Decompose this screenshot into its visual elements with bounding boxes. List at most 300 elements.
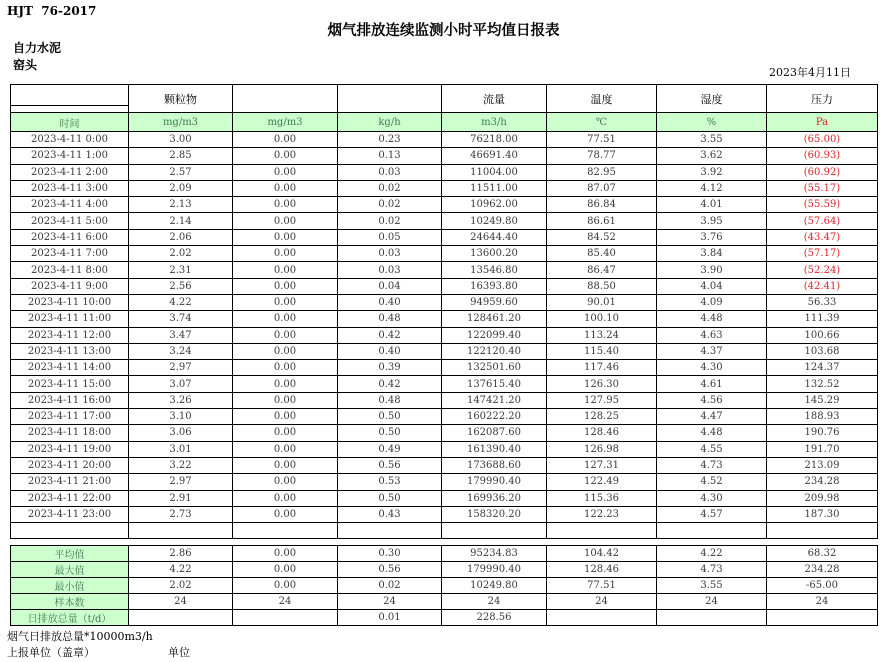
value-cell: (52.24) xyxy=(767,262,878,278)
value-cell: 2.09 xyxy=(129,180,233,196)
group-header-cell: 湿度 xyxy=(657,85,767,113)
value-cell: 4.04 xyxy=(657,278,767,294)
value-cell: 128461.20 xyxy=(442,311,547,327)
value-cell: 115.40 xyxy=(547,343,657,359)
value-cell: 0.00 xyxy=(233,246,338,262)
time-cell: 2023-4-11 9:00 xyxy=(11,278,129,294)
value-cell: 10249.80 xyxy=(442,213,547,229)
summary-value-cell: 4.22 xyxy=(657,546,767,562)
table-row xyxy=(11,490,878,506)
hourly-rows xyxy=(11,132,878,539)
value-cell: 13546.80 xyxy=(442,262,547,278)
time-cell: 2023-4-11 11:00 xyxy=(11,311,129,327)
value-cell: 2.73 xyxy=(129,506,233,522)
summary-value-cell: 24 xyxy=(767,594,878,610)
unit-cell: ℃ xyxy=(547,113,657,132)
value-cell: 2.91 xyxy=(129,490,233,506)
value-cell: 88.50 xyxy=(547,278,657,294)
value-cell: 0.00 xyxy=(233,490,338,506)
summary-value-cell: 24 xyxy=(233,594,338,610)
table-row xyxy=(11,392,878,408)
value-cell: 4.09 xyxy=(657,294,767,310)
value-cell: 4.12 xyxy=(657,180,767,196)
table-row xyxy=(11,213,878,229)
value-cell: 4.48 xyxy=(657,311,767,327)
summary-label-cell: 样本数 xyxy=(11,594,129,610)
time-cell: 2023-4-11 16:00 xyxy=(11,392,129,408)
value-cell: 0.43 xyxy=(338,506,442,522)
summary-value-cell: 0.01 xyxy=(338,610,442,626)
value-cell: 4.73 xyxy=(657,457,767,473)
value-cell: 3.92 xyxy=(657,164,767,180)
summary-row xyxy=(11,562,878,578)
value-cell: 0.00 xyxy=(233,180,338,196)
summary-value-cell: 24 xyxy=(442,594,547,610)
value-cell: 3.00 xyxy=(129,132,233,148)
value-cell: 0.04 xyxy=(338,278,442,294)
value-cell: 0.42 xyxy=(338,376,442,392)
summary-value-cell: 95234.83 xyxy=(442,546,547,562)
time-cell: 2023-4-11 10:00 xyxy=(11,294,129,310)
value-cell: 0.50 xyxy=(338,425,442,441)
value-cell: 147421.20 xyxy=(442,392,547,408)
company-name: 自力水泥 xyxy=(13,41,62,55)
value-cell: 0.48 xyxy=(338,311,442,327)
value-cell: (55.17) xyxy=(767,180,878,196)
value-cell: 187.30 xyxy=(767,506,878,522)
value-cell: 0.00 xyxy=(233,474,338,490)
summary-value-cell: 3.55 xyxy=(657,578,767,594)
table-row xyxy=(11,262,878,278)
value-cell: 4.48 xyxy=(657,425,767,441)
value-cell: 0.00 xyxy=(233,441,338,457)
value-cell: 16393.80 xyxy=(442,278,547,294)
value-cell: (65.00) xyxy=(767,132,878,148)
value-cell: 90.01 xyxy=(547,294,657,310)
value-cell: 128.25 xyxy=(547,409,657,425)
value-cell: 0.50 xyxy=(338,409,442,425)
time-cell: 2023-4-11 23:00 xyxy=(11,506,129,522)
value-cell: 100.10 xyxy=(547,311,657,327)
table-row xyxy=(11,229,878,245)
summary-row xyxy=(11,546,878,562)
value-cell: 0.39 xyxy=(338,360,442,376)
blank-cell xyxy=(657,523,767,539)
time-cell: 2023-4-11 17:00 xyxy=(11,409,129,425)
value-cell: 11004.00 xyxy=(442,164,547,180)
summary-value-cell: 2.86 xyxy=(129,546,233,562)
value-cell: 0.00 xyxy=(233,229,338,245)
summary-value-cell: 24 xyxy=(338,594,442,610)
table-row xyxy=(11,278,878,294)
table-row xyxy=(11,360,878,376)
value-cell: 0.00 xyxy=(233,311,338,327)
value-cell: 122.49 xyxy=(547,474,657,490)
time-cell: 2023-4-11 21:00 xyxy=(11,474,129,490)
value-cell: 2.02 xyxy=(129,246,233,262)
summary-table xyxy=(10,545,878,626)
value-cell: 188.93 xyxy=(767,409,878,425)
value-cell: 128.46 xyxy=(547,425,657,441)
time-cell: 2023-4-11 14:00 xyxy=(11,360,129,376)
value-cell: 162087.60 xyxy=(442,425,547,441)
total-emission-note: 烟气日排放总量*10000m3/h xyxy=(7,630,153,643)
value-cell: 3.26 xyxy=(129,392,233,408)
summary-value-cell: 10249.80 xyxy=(442,578,547,594)
value-cell: 4.56 xyxy=(657,392,767,408)
time-cell: 2023-4-11 22:00 xyxy=(11,490,129,506)
summary-rows xyxy=(11,546,878,626)
value-cell: (60.93) xyxy=(767,148,878,164)
value-cell: 2.57 xyxy=(129,164,233,180)
summary-value-cell: 0.30 xyxy=(338,546,442,562)
value-cell: 179990.40 xyxy=(442,474,547,490)
value-cell: (57.64) xyxy=(767,213,878,229)
value-cell: (42.41) xyxy=(767,278,878,294)
summary-value-cell: 2.02 xyxy=(129,578,233,594)
unit-cell: Pa xyxy=(767,113,878,132)
summary-value-cell: 0.00 xyxy=(233,562,338,578)
value-cell: 3.47 xyxy=(129,327,233,343)
unit-cell: kg/h xyxy=(338,113,442,132)
blank-cell xyxy=(338,523,442,539)
group-header-cell: 温度 xyxy=(547,85,657,113)
value-cell: 113.24 xyxy=(547,327,657,343)
value-cell: 2.97 xyxy=(129,474,233,490)
unit-label: 单位 xyxy=(168,646,190,659)
value-cell: 126.98 xyxy=(547,441,657,457)
value-cell: 4.30 xyxy=(657,490,767,506)
value-cell: 0.00 xyxy=(233,164,338,180)
value-cell: 4.61 xyxy=(657,376,767,392)
time-cell: 2023-4-11 20:00 xyxy=(11,457,129,473)
value-cell: 191.70 xyxy=(767,441,878,457)
summary-label-cell: 日排放总量（t/d） xyxy=(11,610,129,626)
value-cell: 4.63 xyxy=(657,327,767,343)
value-cell: 0.00 xyxy=(233,294,338,310)
value-cell: 3.55 xyxy=(657,132,767,148)
group-header-row xyxy=(11,85,878,113)
value-cell: 0.53 xyxy=(338,474,442,490)
value-cell: 2.13 xyxy=(129,197,233,213)
table-row xyxy=(11,294,878,310)
value-cell: 3.76 xyxy=(657,229,767,245)
time-cell: 2023-4-11 19:00 xyxy=(11,441,129,457)
time-cell: 2023-4-11 7:00 xyxy=(11,246,129,262)
value-cell: 3.24 xyxy=(129,343,233,359)
value-cell: 0.48 xyxy=(338,392,442,408)
value-cell: 11511.00 xyxy=(442,180,547,196)
value-cell: 0.50 xyxy=(338,490,442,506)
time-cell: 2023-4-11 12:00 xyxy=(11,327,129,343)
value-cell: 3.01 xyxy=(129,441,233,457)
value-cell: 84.52 xyxy=(547,229,657,245)
value-cell: 4.52 xyxy=(657,474,767,490)
summary-value-cell: 24 xyxy=(547,594,657,610)
value-cell: 82.95 xyxy=(547,164,657,180)
blank-row xyxy=(11,523,878,539)
value-cell: 132501.60 xyxy=(442,360,547,376)
split-divider xyxy=(11,92,128,106)
table-row xyxy=(11,180,878,196)
table-row xyxy=(11,376,878,392)
table-row xyxy=(11,409,878,425)
value-cell: 0.05 xyxy=(338,229,442,245)
blank-cell xyxy=(767,523,878,539)
value-cell: 4.30 xyxy=(657,360,767,376)
value-cell: 137615.40 xyxy=(442,376,547,392)
value-cell: 3.06 xyxy=(129,425,233,441)
report-date: 2023年4月11日 xyxy=(769,66,851,79)
summary-value-cell: 68.32 xyxy=(767,546,878,562)
value-cell: 3.90 xyxy=(657,262,767,278)
value-cell: 10962.00 xyxy=(442,197,547,213)
value-cell: 4.57 xyxy=(657,506,767,522)
table-row xyxy=(11,327,878,343)
time-cell: 2023-4-11 1:00 xyxy=(11,148,129,164)
value-cell: (43.47) xyxy=(767,229,878,245)
summary-value-cell: 0.56 xyxy=(338,562,442,578)
value-cell: 173688.60 xyxy=(442,457,547,473)
time-group-cell xyxy=(11,85,129,113)
value-cell: 3.22 xyxy=(129,457,233,473)
value-cell: 4.55 xyxy=(657,441,767,457)
value-cell: 0.00 xyxy=(233,213,338,229)
summary-value-cell: 4.73 xyxy=(657,562,767,578)
summary-value-cell: 0.00 xyxy=(233,578,338,594)
value-cell: 126.30 xyxy=(547,376,657,392)
group-header-cell: 压力 xyxy=(767,85,878,113)
reporting-unit-label: 上报单位（盖章） xyxy=(7,646,95,659)
value-cell: 0.00 xyxy=(233,425,338,441)
value-cell: 127.95 xyxy=(547,392,657,408)
group-header-cell: 颗粒物 xyxy=(129,85,233,113)
group-header-empty-cell xyxy=(233,85,338,113)
value-cell: 122099.40 xyxy=(442,327,547,343)
time-cell: 2023-4-11 8:00 xyxy=(11,262,129,278)
value-cell: 94959.60 xyxy=(442,294,547,310)
value-cell: 103.68 xyxy=(767,343,878,359)
value-cell: 115.36 xyxy=(547,490,657,506)
value-cell: 132.52 xyxy=(767,376,878,392)
value-cell: 234.28 xyxy=(767,474,878,490)
value-cell: 0.49 xyxy=(338,441,442,457)
value-cell: 122120.40 xyxy=(442,343,547,359)
value-cell: 169936.20 xyxy=(442,490,547,506)
standard-code: HJT 76-2017 xyxy=(7,4,97,18)
value-cell: 0.03 xyxy=(338,262,442,278)
summary-value-cell: 4.22 xyxy=(129,562,233,578)
value-cell: 0.02 xyxy=(338,213,442,229)
value-cell: 2.97 xyxy=(129,360,233,376)
value-cell: 0.00 xyxy=(233,506,338,522)
table-row xyxy=(11,197,878,213)
value-cell: 0.00 xyxy=(233,376,338,392)
page-title: 烟气排放连续监测小时平均值日报表 xyxy=(327,22,560,39)
table-row xyxy=(11,506,878,522)
summary-label-cell: 最大值 xyxy=(11,562,129,578)
value-cell: 77.51 xyxy=(547,132,657,148)
time-cell: 2023-4-11 6:00 xyxy=(11,229,129,245)
value-cell: 86.47 xyxy=(547,262,657,278)
summary-label-cell: 平均值 xyxy=(11,546,129,562)
value-cell: (55.59) xyxy=(767,197,878,213)
value-cell: 0.40 xyxy=(338,343,442,359)
value-cell: 0.02 xyxy=(338,197,442,213)
value-cell: 0.00 xyxy=(233,148,338,164)
value-cell: 87.07 xyxy=(547,180,657,196)
table-row xyxy=(11,457,878,473)
value-cell: 100.66 xyxy=(767,327,878,343)
summary-row xyxy=(11,610,878,626)
value-cell: 2.14 xyxy=(129,213,233,229)
value-cell: 3.07 xyxy=(129,376,233,392)
value-cell: 13600.20 xyxy=(442,246,547,262)
summary-value-cell xyxy=(129,610,233,626)
unit-header-row xyxy=(11,113,878,132)
group-header-empty-cell xyxy=(338,85,442,113)
table-row xyxy=(11,164,878,180)
value-cell: 0.00 xyxy=(233,343,338,359)
hourly-data-table xyxy=(10,84,878,539)
value-cell: 3.74 xyxy=(129,311,233,327)
value-cell: 160222.20 xyxy=(442,409,547,425)
summary-value-cell: 0.02 xyxy=(338,578,442,594)
value-cell: 145.29 xyxy=(767,392,878,408)
time-header-cell: 时间 xyxy=(11,113,129,132)
value-cell: 76218.00 xyxy=(442,132,547,148)
value-cell: 24644.40 xyxy=(442,229,547,245)
summary-row xyxy=(11,594,878,610)
summary-value-cell xyxy=(547,610,657,626)
time-cell: 2023-4-11 0:00 xyxy=(11,132,129,148)
blank-cell xyxy=(233,523,338,539)
value-cell: 0.42 xyxy=(338,327,442,343)
station-name: 窑头 xyxy=(13,58,38,72)
summary-value-cell: 234.28 xyxy=(767,562,878,578)
value-cell: 0.00 xyxy=(233,327,338,343)
time-cell: 2023-4-11 2:00 xyxy=(11,164,129,180)
summary-value-cell: 77.51 xyxy=(547,578,657,594)
value-cell: 86.61 xyxy=(547,213,657,229)
value-cell: 127.31 xyxy=(547,457,657,473)
value-cell: (57.17) xyxy=(767,246,878,262)
value-cell: 0.02 xyxy=(338,180,442,196)
summary-value-cell: 0.00 xyxy=(233,546,338,562)
value-cell: 0.23 xyxy=(338,132,442,148)
summary-value-cell: 179990.40 xyxy=(442,562,547,578)
group-header-cell: 流量 xyxy=(442,85,547,113)
value-cell: 0.40 xyxy=(338,294,442,310)
value-cell: 117.46 xyxy=(547,360,657,376)
summary-value-cell: 24 xyxy=(129,594,233,610)
value-cell: 85.40 xyxy=(547,246,657,262)
table-row xyxy=(11,246,878,262)
blank-cell xyxy=(442,523,547,539)
table-row xyxy=(11,132,878,148)
summary-value-cell: 128.46 xyxy=(547,562,657,578)
table-row xyxy=(11,311,878,327)
value-cell: 0.00 xyxy=(233,132,338,148)
value-cell: 0.00 xyxy=(233,360,338,376)
value-cell: 56.33 xyxy=(767,294,878,310)
unit-cell: m3/h xyxy=(442,113,547,132)
blank-cell xyxy=(11,523,129,539)
table-row xyxy=(11,474,878,490)
summary-value-cell xyxy=(767,610,878,626)
value-cell: 3.84 xyxy=(657,246,767,262)
table-row xyxy=(11,343,878,359)
value-cell: 86.84 xyxy=(547,197,657,213)
summary-value-cell: -65.00 xyxy=(767,578,878,594)
value-cell: 4.47 xyxy=(657,409,767,425)
summary-value-cell: 24 xyxy=(657,594,767,610)
value-cell: 0.00 xyxy=(233,197,338,213)
value-cell: 0.00 xyxy=(233,409,338,425)
time-cell: 2023-4-11 15:00 xyxy=(11,376,129,392)
time-cell: 2023-4-11 4:00 xyxy=(11,197,129,213)
value-cell: 0.03 xyxy=(338,164,442,180)
value-cell: 4.37 xyxy=(657,343,767,359)
summary-row xyxy=(11,578,878,594)
unit-cell: % xyxy=(657,113,767,132)
value-cell: 4.22 xyxy=(129,294,233,310)
summary-value-cell xyxy=(233,610,338,626)
value-cell: 2.85 xyxy=(129,148,233,164)
value-cell: 111.39 xyxy=(767,311,878,327)
value-cell: 0.00 xyxy=(233,457,338,473)
value-cell: 209.98 xyxy=(767,490,878,506)
value-cell: 2.31 xyxy=(129,262,233,278)
summary-value-cell xyxy=(657,610,767,626)
summary-label-cell: 最小值 xyxy=(11,578,129,594)
value-cell: 158320.20 xyxy=(442,506,547,522)
blank-cell xyxy=(547,523,657,539)
blank-cell xyxy=(129,523,233,539)
value-cell: 122.23 xyxy=(547,506,657,522)
value-cell: 0.00 xyxy=(233,262,338,278)
value-cell: 0.00 xyxy=(233,278,338,294)
time-cell: 2023-4-11 18:00 xyxy=(11,425,129,441)
value-cell: 124.37 xyxy=(767,360,878,376)
value-cell: 0.56 xyxy=(338,457,442,473)
table-row xyxy=(11,441,878,457)
value-cell: 78.77 xyxy=(547,148,657,164)
value-cell: 190.76 xyxy=(767,425,878,441)
value-cell: 0.00 xyxy=(233,392,338,408)
value-cell: 213.09 xyxy=(767,457,878,473)
value-cell: 3.62 xyxy=(657,148,767,164)
time-cell: 2023-4-11 13:00 xyxy=(11,343,129,359)
value-cell: (60.92) xyxy=(767,164,878,180)
value-cell: 0.13 xyxy=(338,148,442,164)
table-row xyxy=(11,425,878,441)
time-cell: 2023-4-11 3:00 xyxy=(11,180,129,196)
value-cell: 46691.40 xyxy=(442,148,547,164)
value-cell: 161390.40 xyxy=(442,441,547,457)
summary-value-cell: 228.56 xyxy=(442,610,547,626)
value-cell: 4.01 xyxy=(657,197,767,213)
time-cell: 2023-4-11 5:00 xyxy=(11,213,129,229)
unit-cell: mg/m3 xyxy=(233,113,338,132)
table-row xyxy=(11,148,878,164)
value-cell: 0.03 xyxy=(338,246,442,262)
unit-cell: mg/m3 xyxy=(129,113,233,132)
summary-value-cell: 104.42 xyxy=(547,546,657,562)
value-cell: 3.10 xyxy=(129,409,233,425)
value-cell: 3.95 xyxy=(657,213,767,229)
value-cell: 2.06 xyxy=(129,229,233,245)
